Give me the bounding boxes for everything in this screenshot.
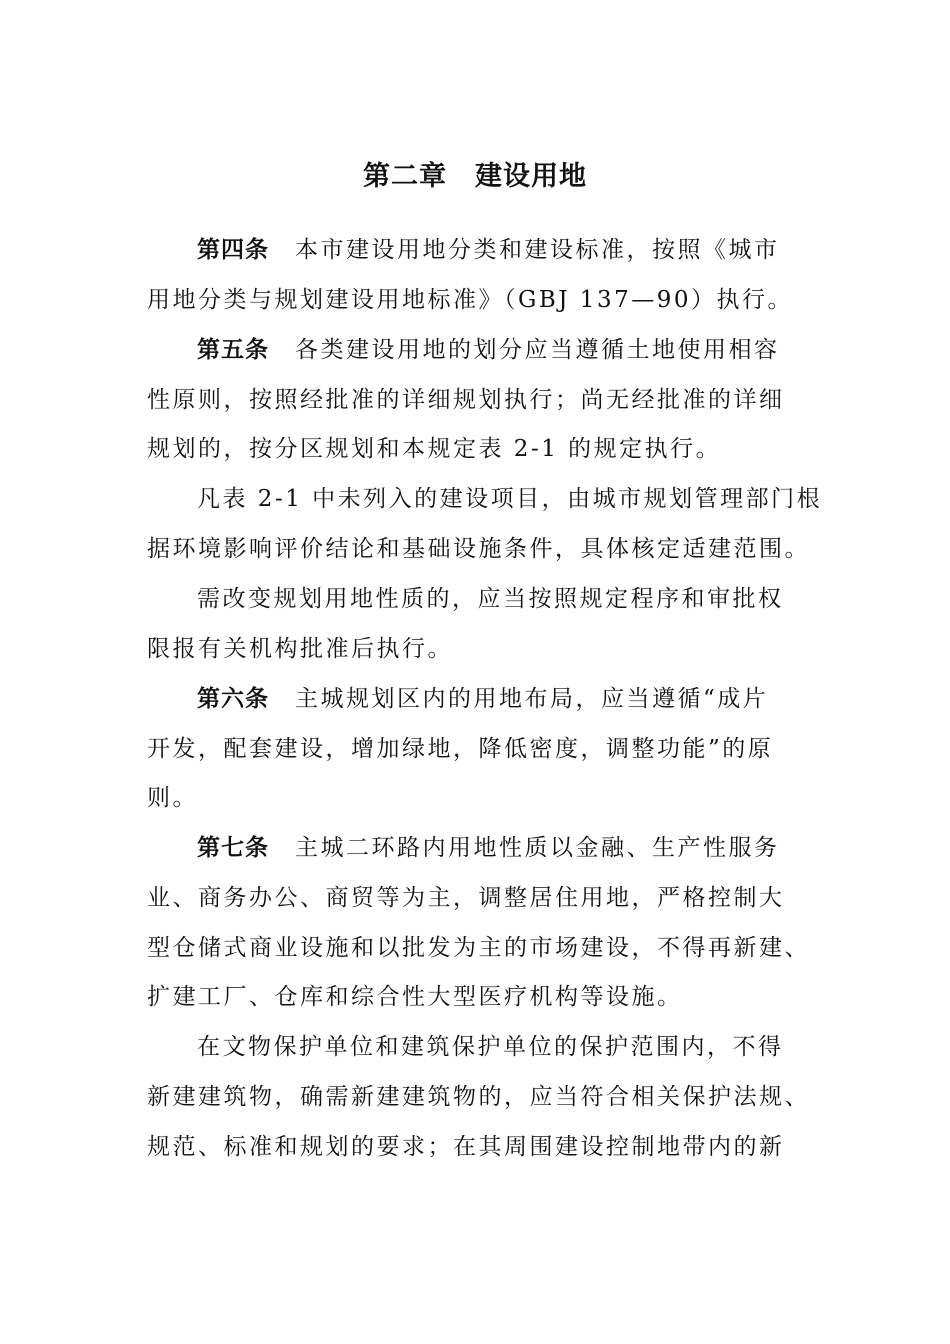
article-7-p2-line-1: 在文物保护单位和建筑保护单位的保护范围内，不得 [197, 1034, 784, 1060]
article-5-text-1: 各类建设用地的划分应当遵循土地使用相容 [295, 337, 780, 363]
article-7-text-3: 型仓储式商业设施和以批发为主的市场建设，不得再新建、 [147, 935, 810, 961]
article-7-text-1: 主城二环路内用地性质以金融、生产性服务 [295, 835, 780, 861]
article-6-text-2: 开发，配套建设，增加绿地，降低密度，调整功能”的原 [147, 736, 774, 762]
article-5-text-3: 规划的，按分区规划和本规定表 2-1 的规定执行。 [147, 436, 722, 462]
article-5-line-1 [197, 335, 780, 365]
article-5-p3-line-2: 限报有关机构批准后执行。 [147, 636, 453, 662]
article-7-label: 第七条 [197, 835, 269, 861]
article-6-text-1: 主城规划区内的用地布局，应当遵循“成片 [295, 686, 769, 712]
article-7-line-1 [197, 833, 780, 863]
article-5-p2-line-2: 据环境影响评价结论和基础设施条件，具体核定适建范围。 [147, 536, 810, 562]
article-7-p2-line-2: 新建建筑物，确需新建建筑物的，应当符合相关保护法规、 [147, 1084, 810, 1110]
article-6-text-3: 则。 [147, 785, 198, 811]
article-4-text-2: 用地分类与规划建设用地标准》（GBJ 137—90）执行。 [147, 287, 793, 313]
article-4-label: 第四条 [197, 237, 269, 263]
article-7-p2-line-3: 规范、标准和规划的要求；在其周围建设控制地带内的新 [147, 1134, 785, 1160]
article-7-text-2: 业、商务办公、商贸等为主，调整居住用地，严格控制大 [147, 885, 785, 911]
article-6-label: 第六条 [197, 686, 269, 712]
chapter-title: 第二章 建设用地 [363, 161, 587, 192]
article-6-line-1 [197, 684, 768, 714]
article-5-p2-line-1: 凡表 2-1 中未列入的建设项目，由城市规划管理部门根 [197, 486, 823, 512]
article-5-text-2: 性原则，按照经批准的详细规划执行；尚无经批准的详细 [147, 387, 785, 413]
article-7-text-4: 扩建工厂、仓库和综合性大型医疗机构等设施。 [147, 984, 683, 1010]
article-5-p3-line-1: 需改变规划用地性质的，应当按照规定程序和审批权 [197, 586, 784, 612]
article-4-text-1: 本市建设用地分类和建设标准，按照《城市 [295, 237, 780, 263]
article-5-label: 第五条 [197, 337, 269, 363]
article-4-line-1 [197, 235, 780, 265]
